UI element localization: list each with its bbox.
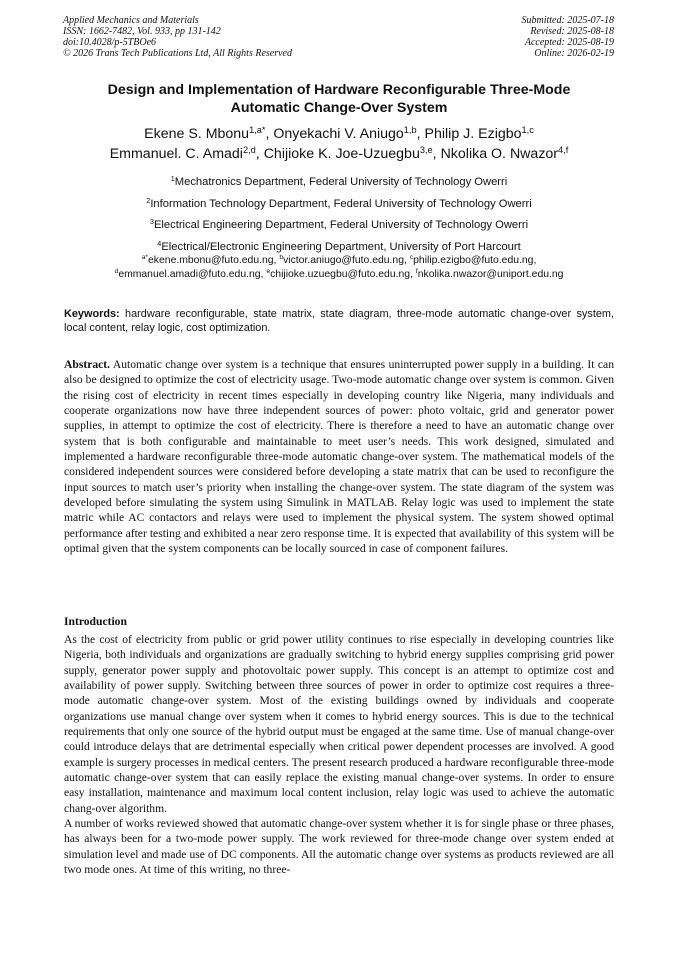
author-affiliation-mark: 4,f: [558, 144, 569, 155]
affiliation-mark: 2: [146, 195, 151, 205]
revised-date: Revised: 2025-08-18: [530, 26, 614, 37]
author-name: Emmanuel. C. Amadi: [109, 146, 243, 162]
affiliation: [40, 194, 638, 216]
online-date: Online: 2026-02-19: [534, 48, 614, 59]
abstract-text: Automatic change over system is a technique that ensures uninterrupted power supply in a building. It can also be designed to optimize the cost of electricity usage. Two-mode automatic change over system is common. Given the rising cost of electricity in recent times especially in developing country like Nigeria, many individuals and cooperate organizations now have three independent sources of power: photo voltaic, grid and generator power supplies, in attempt to optimize the cost of electricity. There is therefore a need to have an automatic change over system that is both configurable and maintainable to meet user’s needs. This work designed, simulated and implemented a hardware reconfigurable three-mode automatic change-over system. The mathematical models of the considered independent sources were considered before developing a state matrix that can be used to reconfigure the input sources to match user’s priority when installing the change-over system. The state diagram of the system was developed before simulating the system using Simulink in MATLAB. Relay logic was used to implement the state matric while AC contactors and relays were used to implement the physical system. The system showed optimal performance after testing and exhibited a near zero response time. It is expected that availability of this system will be optimal given that the system components can be locally sourced in case of component failures.: [64, 358, 614, 556]
keywords-label: Keywords:: [64, 308, 120, 320]
publication-dates: [522, 15, 615, 59]
journal-issn: ISSN: 1662-7482, Vol. 933, pp 131-142: [63, 26, 221, 37]
body-paragraph: As the cost of electricity from public or grid power utility continues to rise especially in developing countries like Nigeria, both individuals and organizations are gradually switching to hybrid energy supplies comprising grid power supply, generator power supply and photovoltaic power supply. This concept is an attempt to optimize cost and availability of power supply. Switching between three sources of power in order to optimize cost requires a three-mode automatic change-over system. Most of the existing buildings owned by individuals and cooperate organizations use manual change over system when it comes to hybrid energy sources. This is due to the technical requirements that only one source of the hybrid output must be engaged at the same time. Use of manual change-over could introduce delays that are detrimental especially when critical power dependent processes are involved. A good example is surgery processes in medical centers. The present research produced a hardware reconfigurable three-mode automatic change-over system that can easily replace the existing manual change-over systems. In order to ensure easy installation, maintenance and maximum local content inclusion, relay logic was used to achieve the automatic chang-over algorithm.: [64, 633, 614, 815]
email-address[interactable]: chijioke.uzuegbu@futo.edu.ng,: [270, 269, 416, 280]
paper-title: [60, 81, 618, 117]
email-list: [40, 254, 638, 282]
email-address[interactable]: nkolika.nwazor@uniport.edu.ng: [417, 269, 564, 280]
journal-info: [63, 15, 292, 59]
author-affiliation-mark: 3,e: [419, 144, 433, 155]
email-address[interactable]: ekene.mbonu@futo.edu.ng,: [148, 255, 280, 266]
affiliation-list: [40, 172, 638, 258]
journal-copyright: © 2026 Trans Tech Publications Ltd, All Rights Reserved: [63, 48, 292, 59]
keywords: [64, 307, 614, 335]
affiliation-text: Electrical Engineering Department, Federal University of Technology Owerri: [153, 219, 529, 231]
author-name: Ekene S. Mbonu: [144, 126, 250, 142]
author-line-2: Emmanuel. C. Amadi$^{2,d}$, Chijioke K. Joe-Uzuegbu$^{3,e}$, Nkolika O. Nwazor$^{4,f}$: [109, 144, 569, 162]
author-list: [40, 124, 638, 164]
submitted-date: Submitted: 2025-07-18: [521, 15, 614, 26]
email-mark: f: [415, 268, 418, 276]
author-line-1: Ekene S. Mbonu$^{1,a*}$, Onyekachi V. Aniugo$^{1,b}$, Philip J. Ezigbo$^{1,c}$: [144, 124, 534, 142]
introduction-heading: Introduction: [64, 615, 127, 628]
affiliation: [40, 215, 638, 237]
affiliation-text: Mechatronics Department, Federal University of Technology Owerri: [174, 176, 508, 188]
journal-name: Applied Mechanics and Materials: [63, 15, 199, 26]
author-name: Nkolika O. Nwazor: [440, 146, 559, 162]
journal-doi[interactable]: doi:10.4028/p-5TBOe6: [63, 37, 157, 48]
affiliation: [40, 172, 638, 194]
affiliation-text: Information Technology Department, Federal University of Technology Owerri: [150, 197, 532, 210]
author-name: Philip J. Ezigbo: [424, 126, 522, 142]
email-line-1: [40, 254, 638, 268]
email-address[interactable]: victor.aniugo@futo.edu.ng,: [283, 255, 410, 266]
email-address[interactable]: philip.ezigbo@futo.edu.ng,: [413, 255, 537, 266]
email-mark: e: [266, 268, 271, 276]
author-affiliation-mark: 2,d: [242, 144, 256, 155]
affiliation-mark: 4: [157, 238, 162, 248]
affiliation-mark: 3: [149, 217, 154, 226]
body-paragraph: A number of works reviewed showed that automatic change-over system whether it is for single phase or three phases, has always been for a two-mode power supply. The work reviewed for three-mode change over system ended at simulation level and made use of DC components. All the automatic change over systems as products reviewed are all two mode ones. At time of this writing, no three-: [64, 817, 614, 877]
abstract-paragraph: [64, 357, 614, 556]
author-name: Chijioke K. Joe-Uzuegbu: [263, 146, 420, 162]
abstract-label: Abstract.: [64, 358, 111, 371]
accepted-date: Accepted: 2025-08-19: [524, 37, 614, 48]
introduction-body: [64, 632, 614, 878]
author-affiliation-mark: 1,b: [403, 124, 417, 135]
author-affiliation-mark: 1,c: [521, 124, 534, 135]
author-affiliation-mark: 1,a*: [249, 124, 266, 135]
email-mark: a*: [141, 254, 149, 262]
email-mark: c: [409, 254, 414, 262]
email-mark: d: [114, 268, 119, 276]
email-line-2: [40, 268, 638, 282]
abstract: [64, 357, 614, 556]
email-mark: b: [279, 254, 284, 262]
keywords-text: hardware reconfigurable, state matrix, state diagram, three-mode automatic change-over system, local content, relay logic, cost optimization.: [64, 308, 614, 334]
affiliation-mark: 1: [170, 174, 175, 183]
email-address[interactable]: emmanuel.amadi@futo.edu.ng,: [118, 269, 267, 280]
paper-title-line-2: Automatic Change-Over System: [230, 100, 448, 116]
affiliation-text: Electrical/Electronic Engineering Department, University of Port Harcourt: [161, 240, 521, 253]
paper-title-line-1: Design and Implementation of Hardware Reconfigurable Three-Mode: [107, 82, 571, 98]
author-name: Onyekachi V. Aniugo: [273, 126, 404, 142]
